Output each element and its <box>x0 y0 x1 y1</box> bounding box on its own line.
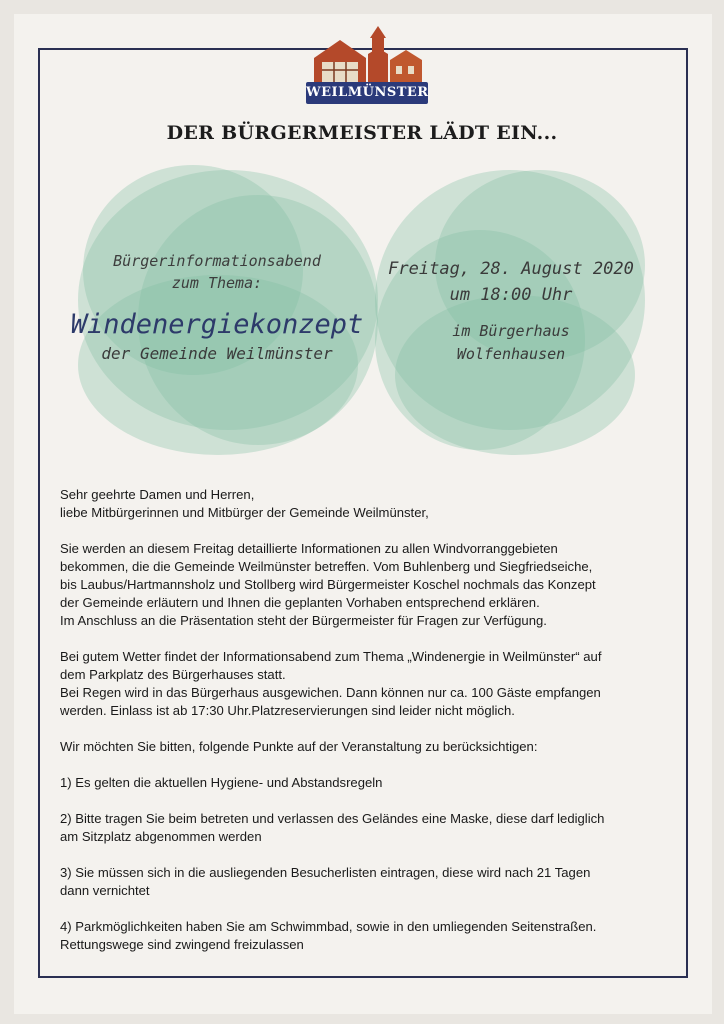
topic-title: Windenergiekonzept <box>70 309 364 340</box>
text-line: Wir möchten Sie bitten, folgende Punkte auf der Veranstaltung zu berücksichtigen: <box>60 739 538 754</box>
text-line: am Sitzplatz abgenommen werden <box>60 829 262 844</box>
letter-body <box>60 486 672 972</box>
topic-intro-label: zum Thema: <box>171 274 263 292</box>
weilmuenster-logo <box>306 24 428 106</box>
text-line: bis Laubus/Hartmannsholz und Stollberg wird Bürgermeister Koschel nochmals das Konzept <box>60 577 596 592</box>
text-line: Rettungswege sind zwingend freizulassen <box>60 937 304 952</box>
rule-item-3 <box>60 864 672 900</box>
text-line: Sie werden an diesem Freitag detaillierte Informationen zu allen Windvorranggebieten <box>60 541 558 556</box>
text-line: bekommen, die die Gemeinde Weilmünster betreffen. Vom Buhlenberg und Siegfriedseiche, <box>60 559 593 574</box>
weather-paragraph <box>60 648 672 720</box>
rule-item-2 <box>60 810 672 846</box>
info-paragraph <box>60 540 672 630</box>
event-location-line2: Wolfenhausen <box>456 345 566 363</box>
text-line: Bei Regen wird in das Bürgerhaus ausgewichen. Dann können nur ca. 100 Gäste empfangen <box>60 685 601 700</box>
text-line: Bei gutem Wetter findet der Informationsabend zum Thema „Windenergie in Weilmünster“ auf <box>60 649 602 664</box>
text-line: 2) Bitte tragen Sie beim betreten und verlassen des Geländes eine Maske, diese darf lediglich <box>60 811 605 826</box>
request-paragraph <box>60 738 672 756</box>
text-line: werden. Einlass ist ab 17:30 Uhr.Platzreservierungen sind leider nicht möglich. <box>60 703 515 718</box>
text-line: Sehr geehrte Damen und Herren, <box>60 487 255 502</box>
logo-wordmark: WEILMÜNSTER <box>306 82 428 104</box>
greeting-paragraph <box>60 486 672 522</box>
text-line: 1) Es gelten die aktuellen Hygiene- und Abstandsregeln <box>60 775 383 790</box>
text-line: 4) Parkmöglichkeiten haben Sie am Schwimmbad, sowie in den umliegenden Seitenstraßen. <box>60 919 597 934</box>
event-type-label: Bürgerinformationsabend <box>113 252 321 270</box>
text-line: 3) Sie müssen sich in die ausliegenden Besucherlisten eintragen, diese wird nach 21 Tagen <box>60 865 591 880</box>
text-line: dem Parkplatz des Bürgerhauses statt. <box>60 667 286 682</box>
text-line: liebe Mitbürgerinnen und Mitbürger der Gemeinde Weilmünster, <box>60 505 429 520</box>
text-line: Im Anschluss an die Präsentation steht der Bürgermeister für Fragen zur Verfügung. <box>60 613 547 628</box>
rule-item-4 <box>60 918 672 954</box>
page-heading: DER BÜRGERMEISTER LÄDT EIN... <box>166 122 558 144</box>
event-details-block <box>380 256 642 366</box>
text-line: dann vernichtet <box>60 883 150 898</box>
event-topic-block <box>52 250 382 366</box>
text-line: der Gemeinde erläutern und Ihnen die geplanten Vorhaben entsprechend erklären. <box>60 595 540 610</box>
event-date: Freitag, 28. August 2020 <box>388 259 634 279</box>
event-time: um 18:00 Uhr <box>449 285 573 305</box>
rule-item-1 <box>60 774 672 792</box>
topic-subtitle: der Gemeinde Weilmünster <box>101 344 333 363</box>
town-hall-logo-icon <box>306 24 428 86</box>
event-location-line1: im Bürgerhaus <box>452 322 570 340</box>
